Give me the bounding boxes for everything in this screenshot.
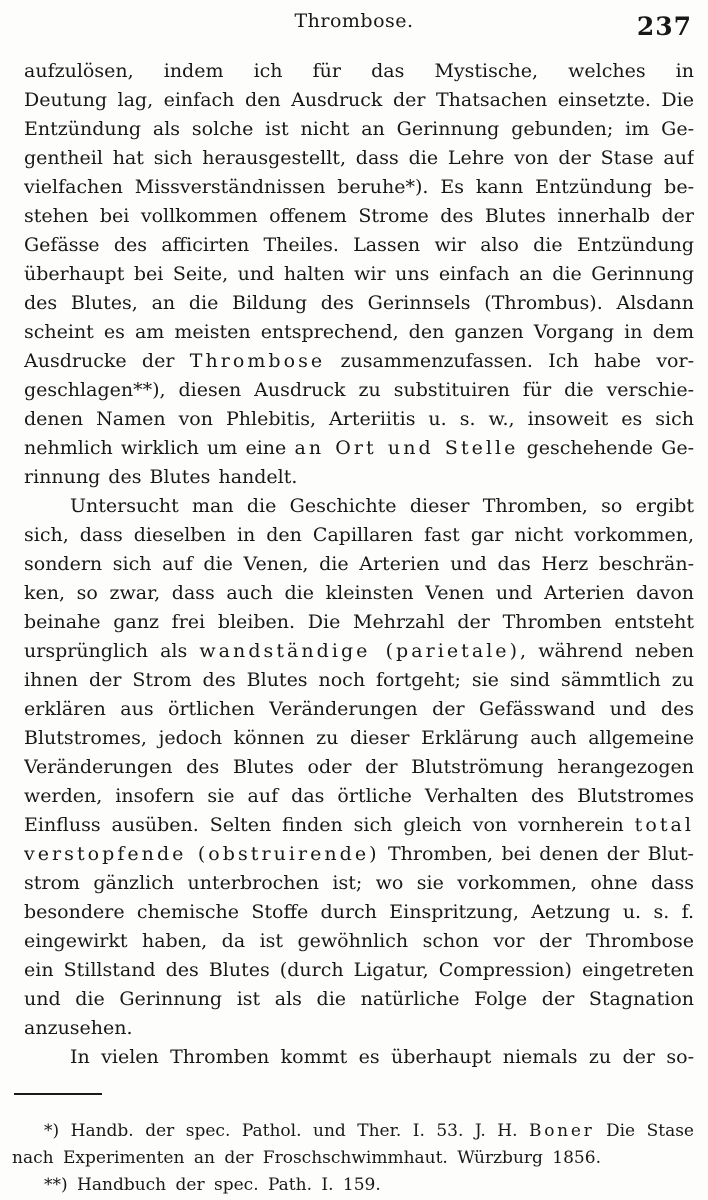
text-segment: eingewirkt haben, da ist gewöhnlich schon vor der Thrombose — [24, 930, 694, 952]
text-line — [24, 376, 694, 405]
text-line — [24, 521, 694, 550]
text-line — [24, 57, 694, 86]
text-segment: nach Experimenten an der Froschschwimmhaut. Würzburg 1856. — [12, 1148, 601, 1168]
text-segment: stehen bei vollkommen offenem Strome des Blutes innerhalb der — [24, 205, 694, 227]
text-segment: Die Stase — [594, 1121, 694, 1141]
text-line — [24, 782, 694, 811]
text-line — [24, 173, 694, 202]
text-line — [24, 405, 694, 434]
text-line — [24, 1043, 694, 1072]
text-segment: Deutung lag, einfach den Ausdruck der Thatsachen einsetzte. Die — [24, 89, 694, 111]
text-line — [24, 637, 694, 666]
text-line — [24, 608, 694, 637]
text-line — [24, 985, 694, 1014]
text-segment: zusammenzufassen. Ich habe vor- — [325, 350, 694, 372]
text-line — [24, 202, 694, 231]
text-line — [24, 463, 694, 492]
text-line — [24, 666, 694, 695]
text-line — [24, 115, 694, 144]
text-line — [24, 724, 694, 753]
text-segment: nehmlich wirklich um eine — [24, 437, 295, 459]
text-segment: und die Gerinnung ist als die natürliche Folge der Stagnation — [24, 988, 694, 1010]
text-segment: *) Handb. der spec. Pathol. und Ther. I. 53. J. H. — [44, 1121, 530, 1141]
text-line — [24, 144, 694, 173]
text-line — [24, 86, 694, 115]
text-line — [12, 1145, 694, 1172]
text-segment: ein Stillstand des Blutes (durch Ligatur, Compression) eingetreten — [24, 959, 694, 981]
text-line — [24, 550, 694, 579]
text-line — [12, 1118, 694, 1145]
text-segment: In vielen Thromben kommt es überhaupt niemals zu der so- — [70, 1046, 694, 1068]
text-segment: beinahe ganz frei bleiben. Die Mehrzahl der Thromben entsteht — [24, 611, 694, 633]
text-line — [24, 753, 694, 782]
text-segment: ursprünglich als — [24, 640, 200, 662]
letterspaced-text: verstopfende (obstruirende) — [24, 843, 380, 865]
text-segment: sich, dass dieselben in den Capillaren fast gar nicht vorkommen, — [24, 524, 694, 546]
text-segment: anzusehen. — [24, 1017, 133, 1039]
text-line — [24, 956, 694, 985]
text-line — [24, 492, 694, 521]
text-line — [24, 840, 694, 869]
text-segment: besondere chemische Stoffe durch Einspritzung, Aetzung u. s. f. — [24, 901, 694, 923]
letterspaced-text: Thrombose — [189, 350, 326, 372]
text-line — [24, 1014, 694, 1043]
text-line — [24, 579, 694, 608]
letterspaced-text: total — [634, 814, 694, 836]
text-segment: , während neben — [520, 640, 694, 662]
text-segment: Einfluss ausüben. Selten finden sich gleich von vornherein — [24, 814, 635, 836]
text-line — [24, 869, 694, 898]
text-line — [24, 811, 694, 840]
text-line — [24, 231, 694, 260]
text-line — [24, 695, 694, 724]
text-segment: ken, so zwar, dass auch die kleinsten Venen und Arterien davon — [24, 582, 694, 604]
text-segment: strom gänzlich unterbrochen ist; wo sie vorkommen, ohne dass — [24, 872, 694, 894]
text-segment: sondern sich auf die Venen, die Arterien und das Herz beschrän- — [24, 553, 694, 575]
text-line — [12, 1172, 694, 1199]
text-segment: Entzündung als solche ist nicht an Gerinnung gebunden; im Ge- — [24, 118, 694, 140]
letterspaced-text: Boner — [529, 1121, 595, 1141]
text-line — [24, 289, 694, 318]
footnotes — [12, 1118, 694, 1199]
text-segment: denen Namen von Phlebitis, Arteriitis u. s. w., insoweit es sich — [24, 408, 694, 430]
footnote-separator — [14, 1093, 102, 1095]
text-line — [24, 260, 694, 289]
text-segment: erklären aus örtlichen Veränderungen der Gefässwand und des — [24, 698, 694, 720]
text-segment: Ausdrucke der — [24, 350, 190, 372]
text-segment: Blutstromes, jedoch können zu dieser Erklärung auch allgemeine — [24, 727, 694, 749]
text-segment: überhaupt bei Seite, und halten wir uns einfach an die Gerinnung — [24, 263, 694, 285]
text-line — [24, 927, 694, 956]
text-line — [24, 434, 694, 463]
text-segment: **) Handbuch der spec. Path. I. 159. — [44, 1175, 381, 1195]
text-line — [24, 898, 694, 927]
text-segment: gentheil hat sich herausgestellt, dass die Lehre von der Stase auf — [24, 147, 694, 169]
running-title: Thrombose. — [294, 10, 414, 32]
text-segment: aufzulösen, indem ich für das Mystische, welches in — [24, 60, 694, 82]
text-segment: des Blutes, an die Bildung des Gerinnsels (Thrombus). Alsdann — [24, 292, 694, 314]
body-text — [24, 57, 694, 1072]
text-segment: Thromben, bei denen der Blut- — [379, 843, 694, 865]
letterspaced-text: wandständige (parietale) — [199, 640, 521, 662]
text-segment: vielfachen Missverständnissen beruhe*). Es kann Entzündung be- — [24, 176, 694, 198]
text-segment: rinnung des Blutes handelt. — [24, 466, 298, 488]
letterspaced-text: an Ort und Stelle — [294, 437, 519, 459]
text-segment: geschehende Ge- — [518, 437, 694, 459]
text-segment: geschlagen**), diesen Ausdruck zu substituiren für die verschie- — [24, 379, 694, 401]
text-line — [24, 347, 694, 376]
text-segment: werden, insofern sie auf das örtliche Verhalten des Blutstromes — [24, 785, 694, 807]
text-segment: ihnen der Strom des Blutes noch fortgeht; sie sind sämmtlich zu — [24, 669, 694, 691]
page-number: 237 — [636, 12, 692, 41]
text-segment: scheint es am meisten entsprechend, den ganzen Vorgang in dem — [24, 321, 694, 343]
text-segment: Untersucht man die Geschichte dieser Thromben, so ergibt — [70, 495, 694, 517]
text-line — [24, 318, 694, 347]
text-segment: Veränderungen des Blutes oder der Blutströmung herangezogen — [24, 756, 694, 778]
text-segment: Gefässe des afficirten Theiles. Lassen wir also die Entzündung — [24, 234, 694, 256]
